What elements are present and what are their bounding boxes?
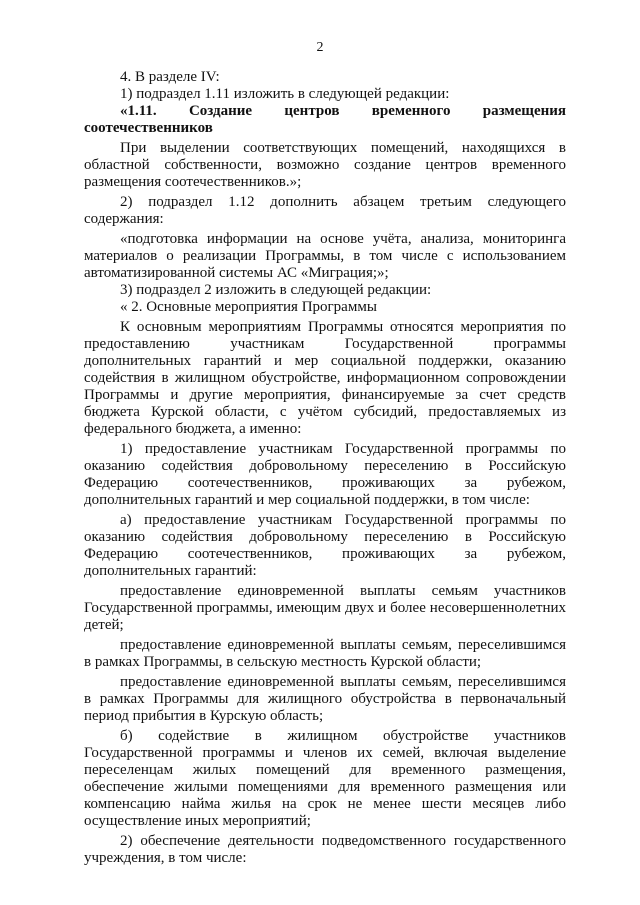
heading-1-11-continuation: соотечественников <box>84 120 213 136</box>
paragraph-payment-housing: предоставление единовременной выплаты семьям, переселившимся в рамках Программы для жилищного обустройства в первоначальный период прибытия в Курскую область; <box>84 674 566 724</box>
list-item-1: 1) предоставление участникам Государственной программы по оказанию содействия добровольному переселению в Российскую Федерацию соотечественников, проживающих за рубежом, дополнительных гарантий и мер социальной поддержки, в том числе: <box>84 441 566 508</box>
list-item-2: 2) обеспечение деятельности подведомственного государственного учреждения, в том числе: <box>84 833 566 866</box>
heading-main-measures: « 2. Основные мероприятия Программы <box>120 299 377 315</box>
list-item-b: б) содействие в жилищном обустройстве участников Государственной программы и членов их семей, включая выделение переселенцам жилых помещений для временного размещения, обеспечение жилыми помещениями для временного размещения или компенсацию найма жилья на срок не менее шести месяцев либо осуществление иных мероприятий; <box>84 728 566 829</box>
paragraph-premises: При выделении соответствующих помещений, находящихся в областной собственности, возможно создание центров временного размещения соотечественников.»; <box>84 140 566 190</box>
page-number: 2 <box>316 40 324 55</box>
paragraph-section-iv: 4. В разделе IV: <box>120 69 220 85</box>
paragraph-payment-families-children: предоставление единовременной выплаты семьям участников Государственной программы, имеющим двух и более несовершеннолетних детей; <box>84 583 566 633</box>
list-item-a: а) предоставление участникам Государственной программы по оказанию содействия добровольному переселению в Российскую Федерацию соотечественников, проживающих за рубежом, дополнительных гарантий: <box>84 512 566 579</box>
paragraph-main-measures: К основным мероприятиям Программы относятся мероприятия по предоставлению участникам Государственной программы дополнительных гарантий и мер социальной поддержки, оказанию содействия в жилищном обустройстве, информационном сопровождении Программы и другие мероприятия, финансируемые за счет средств бюджета Курской области, с учётом субсидий, предоставляемых из федерального бюджета, а именно: <box>84 319 566 437</box>
paragraph-subsection-1-12: 2) подраздел 1.12 дополнить абзацем третьим следующего содержания: <box>84 194 566 227</box>
paragraph-payment-rural: предоставление единовременной выплаты семьям, переселившимся в рамках Программы, в сельскую местность Курской области; <box>84 637 566 670</box>
paragraph-subsection-1-11: 1) подраздел 1.11 изложить в следующей редакции: <box>120 86 450 102</box>
paragraph-information-preparation: «подготовка информации на основе учёта, анализа, мониторинга материалов о реализации Программы, в том числе с использованием автоматизированной системы АС «Миграция;»; <box>84 231 566 281</box>
heading-1-11: «1.11. Создание центров временного размещения <box>120 103 566 119</box>
paragraph-subsection-2: 3) подраздел 2 изложить в следующей редакции: <box>120 282 432 298</box>
document-body <box>84 69 566 867</box>
